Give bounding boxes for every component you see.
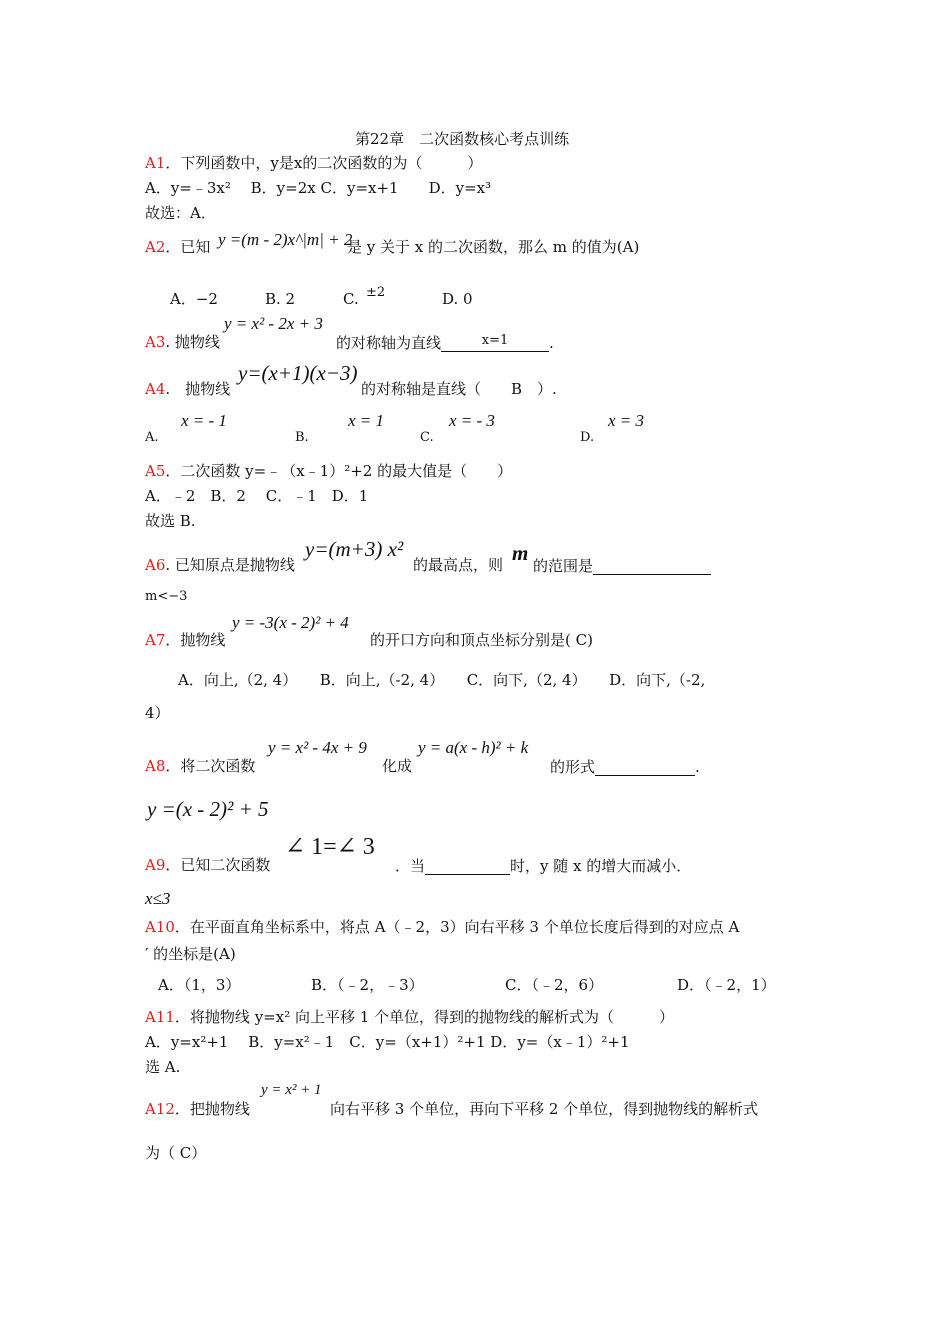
question-a3 <box>145 334 220 351</box>
formula: y = -3(x - 2)² + 4 <box>232 613 349 632</box>
formula: y = x² - 4x + 9 <box>268 738 367 757</box>
question-a5 <box>145 463 512 480</box>
question-stem-post: 向右平移 3 个单位，再向下平移 2 个单位，得到抛物线的解析式 <box>330 1100 759 1118</box>
question-stem-post: 是 y 关于 x 的二次函数，那么 m 的值为(A) <box>347 238 640 256</box>
variable-m: m <box>512 541 529 565</box>
question-number: A3 <box>145 333 166 351</box>
question-stem-continued: 为（ C） <box>145 1144 207 1162</box>
question-number: A10 <box>145 918 175 936</box>
question-stem-post: 的范围是 <box>533 557 711 575</box>
question-a8 <box>145 758 255 775</box>
option-d-formula: x = 3 <box>608 411 645 430</box>
question-a11 <box>145 1009 674 1026</box>
question-options: A．向上,（2, 4） B．向上,（-2, 4） C．向下,（2, 4） D．向下,（-2, <box>178 671 706 689</box>
question-stem-pre: ．已知二次函数 <box>165 856 271 874</box>
question-stem-mid: 化成 <box>382 757 413 775</box>
question-stem: ．下列函数中，y是x的二次函数的为（ ） <box>165 154 483 172</box>
question-stem-post: 的形式 . <box>550 757 700 776</box>
answer-blank <box>595 758 695 776</box>
question-options: A．y=﹣3x² B．y=2x C．y=x+1 D．y=x³ <box>145 179 492 197</box>
formula: y=(x+1)(x−3) <box>238 361 358 385</box>
question-stem: ．将抛物线 y=x² 向上平移 1 个单位，得到的抛物线的解析式为（ ） <box>174 1008 675 1026</box>
question-stem-pre: . 抛物线 <box>165 380 231 398</box>
question-stem-post: 的对称轴为直线 x=1 . <box>336 333 554 352</box>
question-stem-continued: ′ 的坐标是(A) <box>145 945 236 963</box>
question-number: A2 <box>145 238 166 256</box>
question-stem-pre: ．将二次函数 <box>165 757 256 775</box>
question-a6 <box>145 557 295 574</box>
question-number: A5 <box>145 462 166 480</box>
question-a12 <box>145 1101 250 1118</box>
question-stem-pre: ．把抛物线 <box>174 1100 250 1118</box>
question-stem-pre: ．抛物线 <box>165 631 226 649</box>
option-b-formula: x = 1 <box>348 411 385 430</box>
option-b: B．（﹣2，﹣3） <box>311 976 424 994</box>
answer-text: x≤3 <box>145 889 171 908</box>
question-number: A7 <box>145 631 166 649</box>
option-a: A. <box>145 430 159 445</box>
option-c: C．（﹣2，6） <box>505 976 604 994</box>
question-number: A11 <box>145 1008 175 1026</box>
option-d: D. <box>580 430 595 445</box>
question-stem-pre: . 已知原点是抛物线 <box>165 556 295 574</box>
question-a9 <box>145 857 270 874</box>
formula: y = x² + 1 <box>261 1082 322 1098</box>
question-stem-post: ．当 时，y 随 x 的增大而减小． <box>395 856 692 875</box>
question-stem: ．在平面直角坐标系中，将点 A（﹣2，3）向右平移 3 个单位长度后得到的对应点 A <box>174 918 740 936</box>
question-number: A8 <box>145 757 166 775</box>
question-stem-pre: ．已知 <box>165 238 211 256</box>
question-stem: ．二次函数 y=﹣（x﹣1）²+2 的最大值是（ ） <box>165 462 513 480</box>
formula: ∠ 1=∠ 3 <box>285 834 375 860</box>
option-d: D．（﹣2，1） <box>677 976 776 994</box>
option-c-value: ±2 <box>366 285 386 300</box>
question-stem-post: 的开口方向和顶点坐标分别是( C) <box>370 631 593 649</box>
answer-text: 故选 B. <box>145 512 196 530</box>
question-a4 <box>145 381 230 398</box>
answer-text: 选 A. <box>145 1058 181 1076</box>
formula: y =(m - 2)x^|m| + 2 <box>218 230 353 249</box>
question-a10 <box>145 919 739 936</box>
page-title: 第22章 二次函数核心考点训练 <box>355 130 570 148</box>
option-b: B. 2 <box>265 290 296 308</box>
option-c: C. <box>420 430 434 445</box>
option-a-formula: x = - 1 <box>181 411 227 430</box>
question-a7 <box>145 632 225 649</box>
question-a2 <box>145 239 210 256</box>
answer-text: m<−3 <box>145 589 188 604</box>
answer-text: 故选：A． <box>145 204 216 222</box>
answer-formula: y =(x - 2)² + 5 <box>147 797 269 821</box>
option-b: B. <box>295 430 309 445</box>
question-options: A．y=x²+1 B．y=x²﹣1 C．y=（x+1）²+1 D．y=（x﹣1）²+1 <box>145 1033 630 1051</box>
question-number: A4 <box>145 380 166 398</box>
question-options-continued: 4） <box>145 704 170 722</box>
option-c-formula: x = - 3 <box>449 411 495 430</box>
option-a: A．（1，3） <box>158 976 241 994</box>
question-a1 <box>145 155 482 172</box>
option-d: D. 0 <box>442 290 473 308</box>
question-options: A．﹣2 B．2 C．﹣1 D．1 <box>145 487 369 505</box>
question-stem-pre: . 抛物线 <box>165 333 220 351</box>
option-c: C. <box>343 290 359 308</box>
question-number: A12 <box>145 1100 175 1118</box>
formula: y = x² - 2x + 3 <box>224 314 323 333</box>
answer-blank <box>425 857 510 875</box>
option-a: A．−2 <box>170 290 218 308</box>
answer-blank <box>593 557 711 575</box>
question-stem-mid: 的最高点，则 <box>413 556 504 574</box>
question-stem-post: 的对称轴是直线（ B ）. <box>361 380 557 398</box>
question-number: A6 <box>145 556 166 574</box>
question-number: A9 <box>145 856 166 874</box>
question-number: A1 <box>145 154 166 172</box>
formula-target: y = a(x - h)² + k <box>418 738 529 757</box>
formula: y=(m+3) x² <box>305 537 404 561</box>
answer-blank: x=1 <box>441 334 549 352</box>
